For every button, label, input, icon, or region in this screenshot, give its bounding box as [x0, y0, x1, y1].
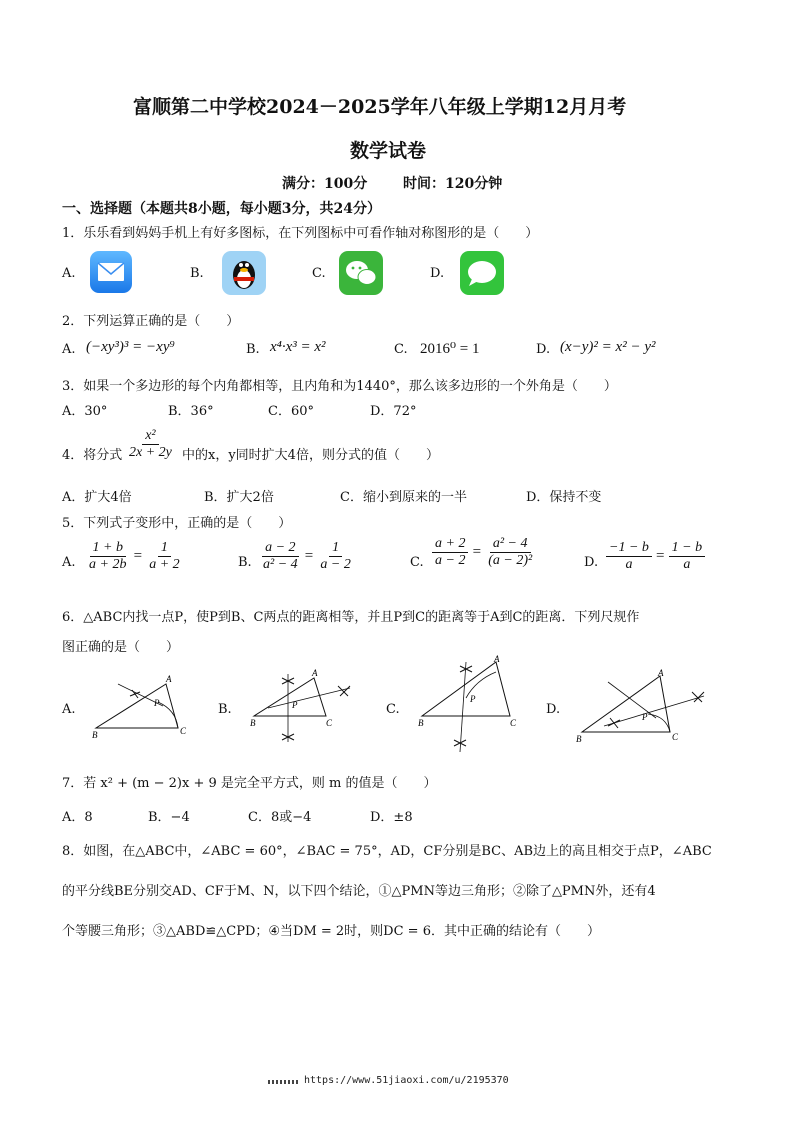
q5-option-a-label: A. — [62, 555, 76, 570]
q5-c-den1: a − 2 — [435, 553, 466, 568]
fig-a-label-p: P — [154, 698, 160, 708]
q7-option-a: A．8 — [62, 810, 93, 825]
fig-c-label-c: C — [510, 718, 517, 728]
q5-option-c — [432, 536, 535, 569]
q5-option-b — [260, 540, 354, 573]
q3-stem: 3．如果一个多边形的每个内角都相等，且内角和为1440°，那么该多边形的一个外角是（ ） — [62, 379, 617, 394]
q4-fraction — [126, 428, 175, 461]
q6-option-a-label: A. — [62, 702, 76, 717]
q2-stem: 2．下列运算正确的是（ ） — [62, 314, 240, 329]
mail-icon — [90, 251, 132, 293]
fig-b-label-p: P — [292, 700, 298, 710]
q5-d-den2: a — [683, 557, 691, 572]
q5-option-d-label: D. — [584, 555, 599, 570]
q5-b-den1: a² − 4 — [263, 557, 298, 572]
footer-logo-icon — [268, 1080, 298, 1084]
q1-stem: 1．乐乐看到妈妈手机上有好多图标，在下列图标中可看作轴对称图形的是（ ） — [62, 226, 539, 241]
qq-penguin-icon — [222, 251, 266, 295]
q2-option-b: x⁴·x³ = x² — [270, 339, 326, 355]
q6-figure-c — [414, 656, 534, 756]
q7-option-d: D．±8 — [370, 810, 413, 825]
q4-stem-pre: 4．将分式 — [62, 448, 123, 463]
fig-d-label-a: A — [658, 668, 664, 678]
q5-option-c-label: C. — [410, 555, 424, 570]
q8-stem-line3: 个等腰三角形；③△ABD≌△CPD；④当DM = 2时，则DC = 6．其中正确的结论有（ ） — [62, 924, 600, 939]
q5-option-d — [606, 540, 705, 573]
q4-fraction-num: x² — [142, 428, 158, 445]
q1-option-c: C. — [312, 266, 326, 281]
q2-option-c: 2016⁰ = 1 — [420, 341, 480, 357]
q6-option-b-label: B. — [218, 702, 232, 717]
q6-figure-d — [574, 668, 714, 748]
q5-a-eq: = — [133, 548, 143, 564]
fig-d-label-p: P — [642, 712, 648, 722]
q5-b-num1: a − 2 — [262, 540, 298, 557]
q4-option-d: D．保持不变 — [526, 490, 602, 505]
q4-option-b: B．扩大2倍 — [204, 490, 274, 505]
q6-figure-a — [88, 672, 198, 742]
q3-option-a: A．30° — [62, 404, 108, 419]
q4-fraction-den: 2x + 2y — [129, 445, 172, 460]
q5-c-den2: (a − 2)² — [488, 553, 533, 568]
q5-d-num2: 1 − b — [669, 540, 705, 557]
q5-d-num1: −1 − b — [606, 540, 652, 557]
q3-option-c: C．60° — [268, 404, 314, 419]
q5-option-b-label: B. — [238, 555, 252, 570]
fig-d-label-b: B — [576, 734, 582, 744]
wechat-icon — [339, 251, 383, 295]
q5-c-num2: a² − 4 — [490, 536, 531, 553]
fig-a-label-c: C — [180, 726, 187, 736]
q5-a-num2: 1 — [158, 540, 171, 557]
q5-c-num1: a + 2 — [432, 536, 468, 553]
q2-option-d-label: D. — [536, 342, 551, 357]
full-score: 满分：100分 — [282, 176, 368, 192]
q1-option-b: B. — [190, 266, 204, 281]
q8-stem-line1: 8．如图，在△ABC中，∠ABC = 60°，∠BAC = 75°，AD，CF分别是BC、AB边上的高且相交于点P，∠ABC — [62, 844, 712, 859]
section-heading: 一、选择题（本题共8小题，每小题3分，共24分） — [62, 201, 381, 217]
fig-a-label-a: A — [166, 674, 172, 684]
q5-a-num1: 1 + b — [90, 540, 126, 557]
messages-icon — [460, 251, 504, 295]
q5-c-eq: = — [472, 544, 482, 560]
q6-stem-line2: 图正确的是（ ） — [62, 640, 180, 655]
footer-url[interactable]: https://www.51jiaoxi.com/u/2195370 — [304, 1075, 509, 1086]
q5-b-den2: a − 2 — [320, 557, 351, 572]
q5-a-den2: a + 2 — [149, 557, 180, 572]
q2-option-a-label: A. — [62, 342, 76, 357]
q4-option-a: A．扩大4倍 — [62, 490, 132, 505]
q1-option-a: A. — [62, 266, 76, 281]
q6-figure-b — [246, 668, 366, 748]
fig-a-label-b: B — [92, 730, 98, 740]
q2-option-c-label: C. — [394, 342, 408, 357]
q5-d-eq: = — [656, 548, 665, 564]
q4-stem-post: 中的x，y同时扩大4倍，则分式的值（ ） — [182, 448, 439, 463]
fig-b-label-b: B — [250, 718, 256, 728]
q5-b-eq: = — [304, 548, 314, 564]
exam-subtitle: 数学试卷 — [350, 140, 427, 162]
fig-c-label-b: B — [418, 718, 424, 728]
q8-stem-line2: 的平分线BE分别交AD、CF于M、N，以下四个结论，①△PMN等边三角形；②除了△PMN外，还有4 — [62, 884, 656, 899]
fig-b-label-c: C — [326, 718, 333, 728]
exam-time: 时间：120分钟 — [403, 176, 503, 192]
q2-option-a: (−xy³)³ = −xy⁹ — [86, 339, 175, 355]
q5-d-den1: a — [625, 557, 633, 572]
q7-stem: 7．若 x² + (m − 2)x + 9 是完全平方式，则 m 的值是（ ） — [62, 776, 437, 791]
q2-option-d: (x−y)² = x² − y² — [560, 339, 656, 355]
q4-option-c: C．缩小到原来的一半 — [340, 490, 467, 505]
q3-option-b: B．36° — [168, 404, 214, 419]
exam-title: 富顺第二中学校2024－2025学年八年级上学期12月月考 — [133, 96, 627, 118]
q6-option-d-label: D. — [546, 702, 561, 717]
q1-option-d: D. — [430, 266, 445, 281]
fig-b-label-a: A — [312, 668, 318, 678]
q7-option-c: C．8或−4 — [248, 810, 312, 825]
q5-stem: 5．下列式子变形中，正确的是（ ） — [62, 516, 292, 531]
fig-d-label-c: C — [672, 732, 679, 742]
q5-a-den1: a + 2b — [89, 557, 127, 572]
q2-option-b-label: B. — [246, 342, 260, 357]
q6-stem-line1: 6．△ABC内找一点P，使P到B、C两点的距离相等，并且P到C的距离等于A到C的距离．下列尺规作 — [62, 610, 640, 625]
q7-option-b: B．−4 — [148, 810, 190, 825]
fig-c-label-p: P — [470, 694, 476, 704]
q5-b-num2: 1 — [329, 540, 342, 557]
q6-option-c-label: C. — [386, 702, 400, 717]
q5-option-a — [86, 540, 183, 573]
fig-c-label-a: A — [494, 654, 500, 664]
q3-option-d: D．72° — [370, 404, 417, 419]
